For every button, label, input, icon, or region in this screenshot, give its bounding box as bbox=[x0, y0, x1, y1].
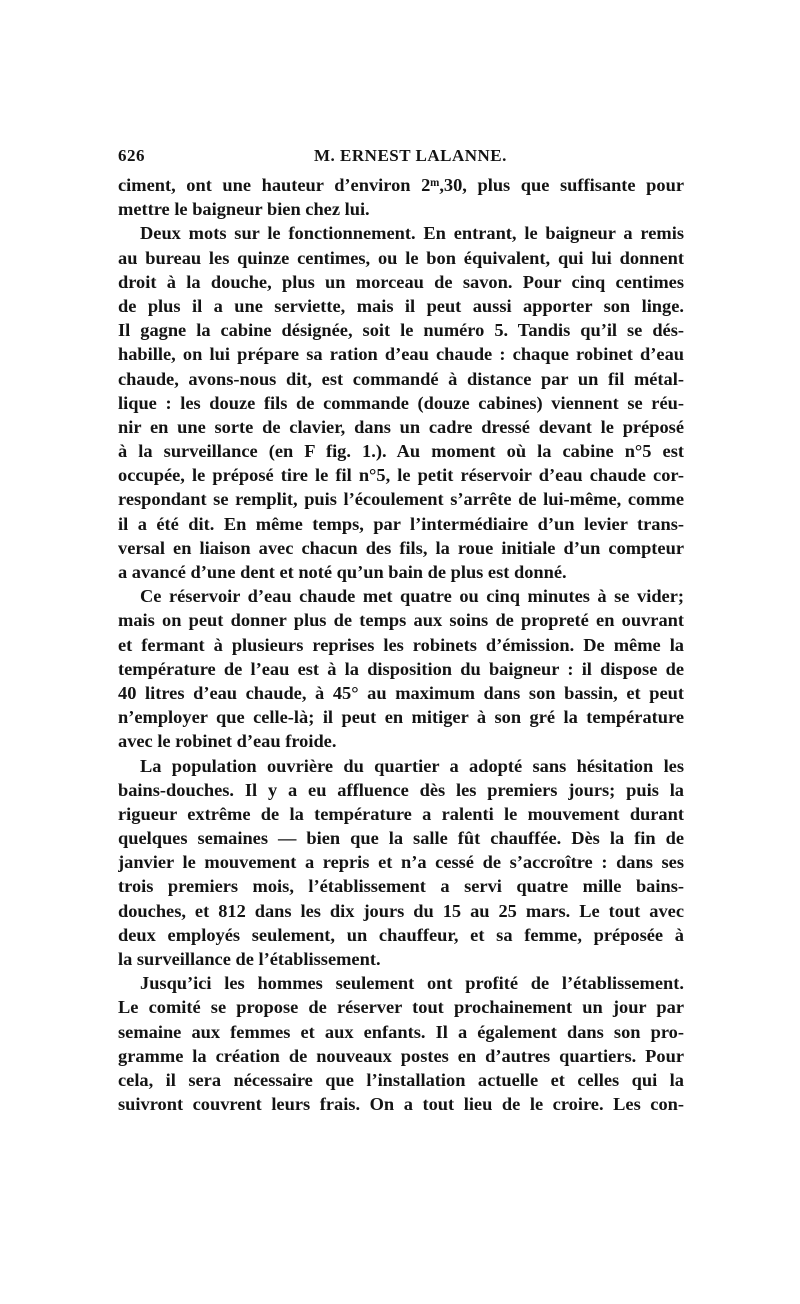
text-line: mettre le baigneur bien chez lui. bbox=[118, 199, 370, 220]
running-head bbox=[118, 146, 684, 170]
text-line: 40 litres d’eau chaude, à 45° au maximum dans son bassin, et peut bbox=[118, 682, 684, 703]
text-line: droit à la douche, plus un morceau de savon. Pour cinq centimes bbox=[118, 271, 684, 292]
text-line: quelques semaines — bien que la salle fût chauffée. Dès la fin de bbox=[118, 828, 684, 849]
text-line: douches, et 812 dans les dix jours du 15 au 25 mars. Le tout avec bbox=[118, 900, 684, 921]
text-line: n’employer que celle-là; il peut en mitiger à son gré la température bbox=[118, 707, 684, 728]
text-line: nir en une sorte de clavier, dans un cadre dressé devant le préposé bbox=[118, 416, 684, 437]
text-line: avec le robinet d’eau froide. bbox=[118, 731, 337, 752]
text-line: gramme la création de nouveaux postes en d’autres quartiers. Pour bbox=[118, 1045, 684, 1066]
text-line: a avancé d’une dent et noté qu’un bain de plus est donné. bbox=[118, 562, 567, 582]
text-line: chaude, avons-nous dit, est commandé à distance par un fil métal- bbox=[118, 368, 684, 389]
text-line: ciment, ont une hauteur d’environ 2ᵐ,30, plus que suffisante pour bbox=[118, 175, 684, 195]
text-line: Ce réservoir d’eau chaude met quatre ou cinq minutes à se vider; bbox=[140, 586, 684, 607]
text-line: mais on peut donner plus de temps aux soins de propreté en ouvrant bbox=[118, 610, 684, 631]
text-line: respondant se remplit, puis l’écoulement s’arrête de lui-même, comme bbox=[118, 489, 684, 510]
text-line: bains-douches. Il y a eu affluence dès les premiers jours; puis la bbox=[118, 779, 684, 800]
running-title: M. ERNEST LALANNE. bbox=[314, 146, 507, 165]
text-line: et fermant à plusieurs reprises les robinets d’émission. De même la bbox=[118, 634, 684, 655]
text-line: Deux mots sur le fonctionnement. En entrant, le baigneur a remis bbox=[140, 223, 684, 244]
text-line: occupée, le préposé tire le fil n°5, le petit réservoir d’eau chaude cor- bbox=[118, 465, 684, 486]
body-text bbox=[118, 173, 684, 1116]
text-line: janvier le mouvement a repris et n’a cessé de s’accroître : dans ses bbox=[118, 852, 684, 873]
text-line: à la surveillance (en F fig. 1.). Au moment où la cabine n°5 est bbox=[118, 441, 684, 462]
text-line: suivront couvrent leurs frais. On a tout lieu de le croire. Les con- bbox=[118, 1094, 684, 1115]
text-line: versal en liaison avec chacun des fils, la roue initiale d’un compteur bbox=[118, 537, 684, 558]
text-line: lique : les douze fils de commande (douze cabines) viennent se réu- bbox=[118, 392, 684, 413]
text-line: semaine aux femmes et aux enfants. Il a également dans son pro- bbox=[118, 1021, 684, 1042]
text-line: rigueur extrême de la température a ralenti le mouvement durant bbox=[118, 803, 684, 824]
text-line: Il gagne la cabine désignée, soit le numéro 5. Tandis qu’il se dés- bbox=[118, 320, 684, 341]
text-line: habille, on lui prépare sa ration d’eau chaude : chaque robinet d’eau bbox=[118, 344, 684, 365]
text-line: au bureau les quinze centimes, ou le bon équivalent, qui lui donnent bbox=[118, 247, 684, 268]
text-line: La population ouvrière du quartier a adopté sans hésitation les bbox=[140, 755, 684, 776]
text-line: cela, il sera nécessaire que l’installation actuelle et celles qui la bbox=[118, 1069, 684, 1090]
page-number: 626 bbox=[118, 146, 145, 165]
text-line: deux employés seulement, un chauffeur, et sa femme, préposée à bbox=[118, 924, 684, 945]
text-line: de plus il a une serviette, mais il peut aussi apporter son linge. bbox=[118, 295, 684, 316]
text-line: trois premiers mois, l’établissement a servi quatre mille bains- bbox=[118, 876, 684, 897]
text-line: la surveillance de l’établissement. bbox=[118, 949, 381, 969]
text-line: Jusqu’ici les hommes seulement ont profité de l’établissement. bbox=[140, 973, 684, 994]
text-line: température de l’eau est à la disposition du baigneur : il dispose de bbox=[118, 658, 684, 679]
text-line: il a été dit. En même temps, par l’intermédiaire d’un levier trans- bbox=[118, 513, 684, 534]
text-line: Le comité se propose de réserver tout prochainement un jour par bbox=[118, 997, 684, 1018]
